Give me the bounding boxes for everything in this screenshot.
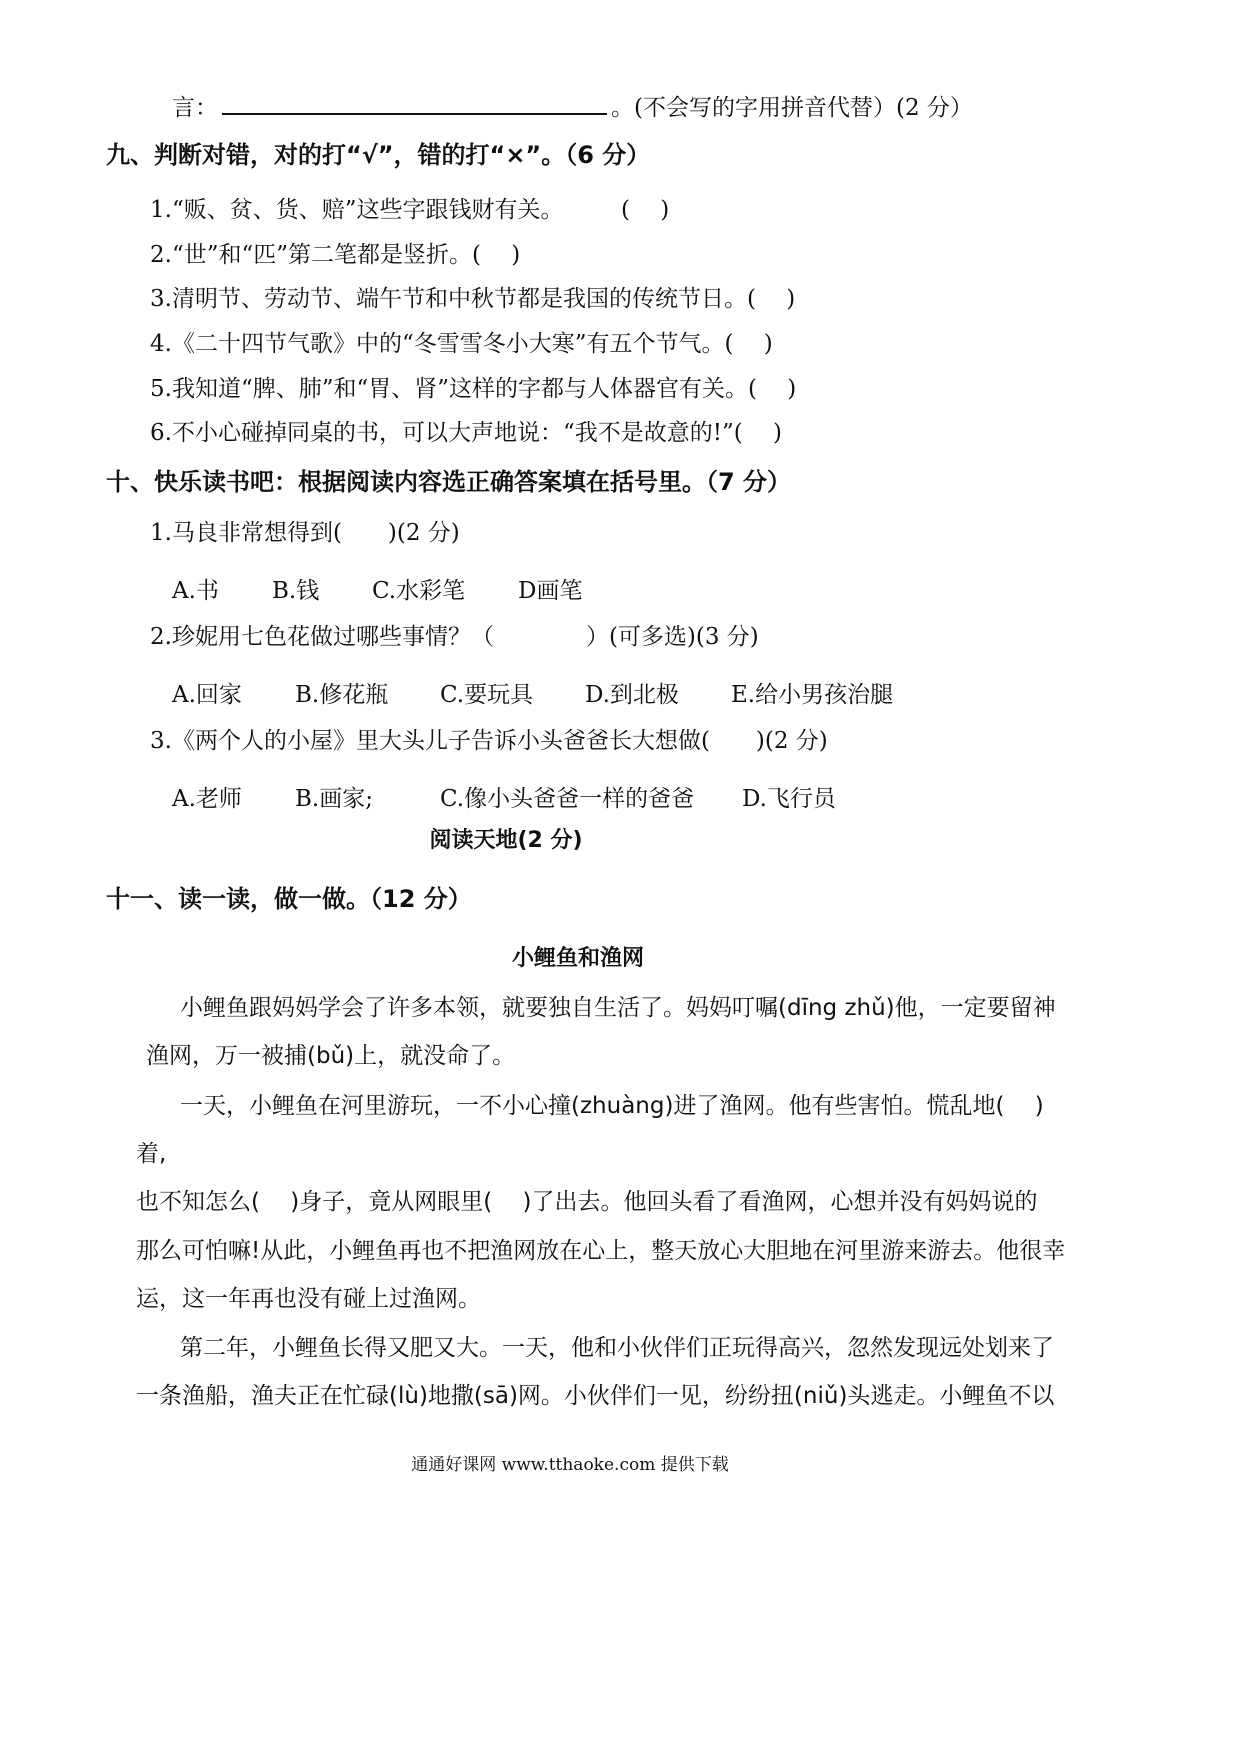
- sec10-q2-option-b: B.修花瓶: [295, 682, 389, 708]
- answer-line-label: 言：: [172, 95, 218, 121]
- page-footer: 通通好课网 www.tthaoke.com 提供下载: [411, 1455, 729, 1475]
- sec10-q1-option-a: A.书: [172, 578, 219, 604]
- sec10-q2-option-d: D.到北极: [585, 682, 679, 708]
- sec9-item-4: 4.《二十四节气歌》中的“冬雪雪冬小大寒”有五个节气。( ): [150, 331, 773, 357]
- sec10-q3: 3.《两个人的小屋》里大头儿子告诉小头爸爸长大想做( )(2 分): [150, 728, 828, 754]
- sec10-q1: 1.马良非常想得到( )(2 分): [150, 520, 460, 546]
- sec10-q3-option-b: B.画家;: [295, 786, 373, 812]
- answer-line: [172, 95, 973, 123]
- sec10-q1-option-c: C.水彩笔: [372, 578, 466, 604]
- sec10-q2-option-c: C.要玩具: [440, 682, 534, 708]
- story-line-3: 一天，小鲤鱼在河里游玩，一不小心撞(zhuàng)进了渔网。他有些害怕。慌乱地( ): [180, 1093, 1044, 1119]
- story-line-8: 第二年，小鲤鱼长得又肥又大。一天，他和小伙伴们正玩得高兴，忽然发现远处划来了: [180, 1335, 1054, 1361]
- story-line-5: 也不知怎么( )身子，竟从网眼里( )了出去。他回头看了看渔网，心想并没有妈妈说的: [136, 1189, 1038, 1215]
- reading-section-heading: 阅读天地(2 分): [429, 828, 583, 853]
- sec10-q2-option-e: E.给小男孩治腿: [731, 682, 894, 708]
- sec10-q3-option-d: D.飞行员: [742, 786, 836, 812]
- section-9-title: 九、判断对错，对的打“√”，错的打“×”。（6 分）: [106, 141, 651, 169]
- story-line-1: 小鲤鱼跟妈妈学会了许多本领，就要独自生活了。妈妈叮嘱(dīng zhǔ)他，一定要留神: [180, 995, 1056, 1021]
- story-line-7: 运，这一年再也没有碰上过渔网。: [136, 1286, 481, 1312]
- story-line-9: 一条渔船，渔夫正在忙碌(lù)地撒(sā)网。小伙伴们一见，纷纷扭(niǔ)头逃走。小鲤鱼不以: [136, 1383, 1055, 1409]
- sec9-item-6: 6.不小心碰掉同桌的书，可以大声地说：“我不是故意的!”( ): [150, 420, 782, 446]
- section-11-title: 十一、读一读，做一做。（12 分）: [106, 885, 472, 913]
- sec10-q3-option-c: C.像小头爸爸一样的爸爸: [440, 786, 695, 812]
- answer-line-note: 。(不会写的字用拼音代替）(2 分）: [611, 95, 973, 121]
- sec9-item-1: 1.“贩、贫、货、赔”这些字跟钱财有关。 ( ): [150, 197, 670, 223]
- sec10-q3-option-a: A.老师: [172, 786, 242, 812]
- sec9-item-3: 3.清明节、劳动节、端午节和中秋节都是我国的传统节日。( ): [150, 286, 796, 312]
- section-10-title: 十、快乐读书吧：根据阅读内容选正确答案填在括号里。（7 分）: [106, 468, 792, 496]
- sec9-item-2: 2.“世”和“匹”第二笔都是竖折。( ): [150, 242, 521, 268]
- answer-blank[interactable]: [222, 95, 607, 115]
- sec9-item-5: 5.我知道“脾、肺”和“胃、肾”这样的字都与人体器官有关。( ): [150, 376, 797, 402]
- sec10-q2: 2.珍妮用七色花做过哪些事情？（ ）(可多选)(3 分): [150, 624, 759, 650]
- story-line-2: 渔网，万一被捕(bǔ)上，就没命了。: [146, 1043, 516, 1069]
- story-line-6: 那么可怕嘛!从此，小鲤鱼再也不把渔网放在心上，整天放心大胆地在河里游来游去。他很幸: [136, 1238, 1066, 1264]
- sec10-q1-option-b: B.钱: [272, 578, 320, 604]
- sec10-q2-option-a: A.回家: [172, 682, 242, 708]
- sec10-q1-option-d: D画笔: [518, 578, 583, 604]
- story-line-4: 着,: [136, 1141, 167, 1167]
- story-title: 小鲤鱼和渔网: [511, 946, 644, 971]
